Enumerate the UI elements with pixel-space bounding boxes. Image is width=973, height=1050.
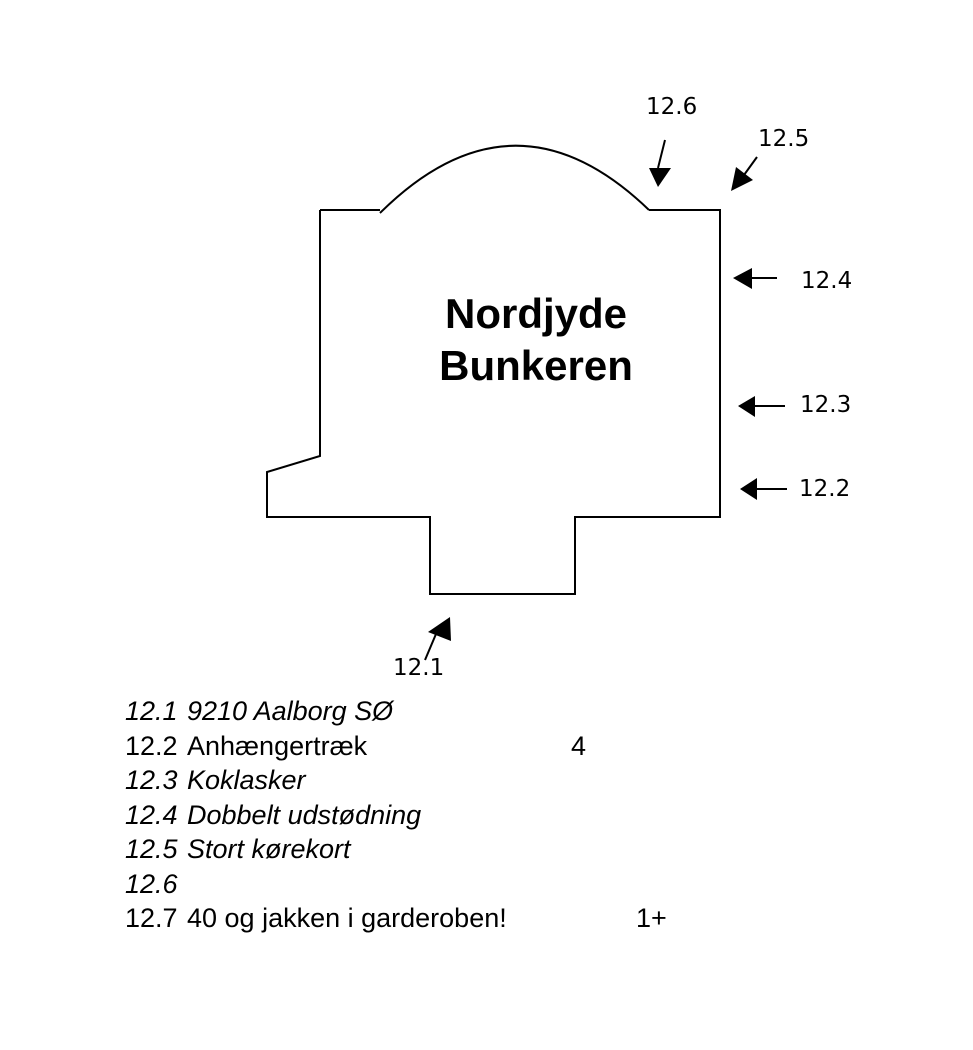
callout-12-4: 12.4	[801, 268, 853, 294]
callout-12-3: 12.3	[800, 392, 852, 418]
legend-text: Koklasker	[187, 765, 306, 795]
title-line-1: Nordjyde	[444, 290, 628, 337]
callout-12-1: 12.1	[393, 655, 445, 681]
building-dome	[380, 146, 649, 213]
legend-score: 1+	[636, 903, 667, 933]
callout-12-5: 12.5	[758, 126, 810, 152]
legend-item-12-1	[125, 694, 825, 729]
legend-number: 12.4	[125, 799, 178, 830]
legend-text: Dobbelt udstødning	[187, 799, 422, 830]
arrow-12-5	[731, 157, 757, 191]
callout-12-6: 12.6	[646, 94, 698, 120]
legend-number: 12.6	[125, 868, 178, 899]
arrow-12-4	[733, 268, 777, 289]
legend-number: 12.5	[125, 834, 178, 864]
arrow-12-1	[425, 617, 451, 660]
arrow-12-6	[649, 140, 671, 187]
legend-item-12-4	[125, 798, 825, 833]
legend-list	[125, 694, 825, 936]
legend-item-12-5	[125, 832, 825, 867]
callout-12-2: 12.2	[799, 476, 851, 502]
legend-number: 12.3	[125, 765, 178, 795]
building-outline	[267, 210, 720, 594]
legend-number: 12.7	[125, 903, 178, 933]
legend-text: Anhængertræk	[187, 730, 368, 761]
arrow-12-2	[740, 478, 787, 500]
legend-number: 12.2	[125, 730, 178, 761]
legend-text: 40 og jakken i garderoben!	[187, 903, 507, 933]
legend-text: Stort kørekort	[187, 834, 351, 864]
legend-item-12-2	[125, 729, 825, 764]
legend-item-12-7	[125, 901, 825, 936]
legend-score: 4	[571, 730, 587, 761]
legend-text: 9210 Aalborg SØ	[187, 696, 394, 726]
legend-item-12-6	[125, 867, 825, 902]
legend-item-12-3	[125, 763, 825, 798]
arrow-12-3	[738, 396, 785, 417]
legend-number: 12.1	[125, 696, 178, 726]
title-line-2: Bunkeren	[439, 342, 633, 389]
